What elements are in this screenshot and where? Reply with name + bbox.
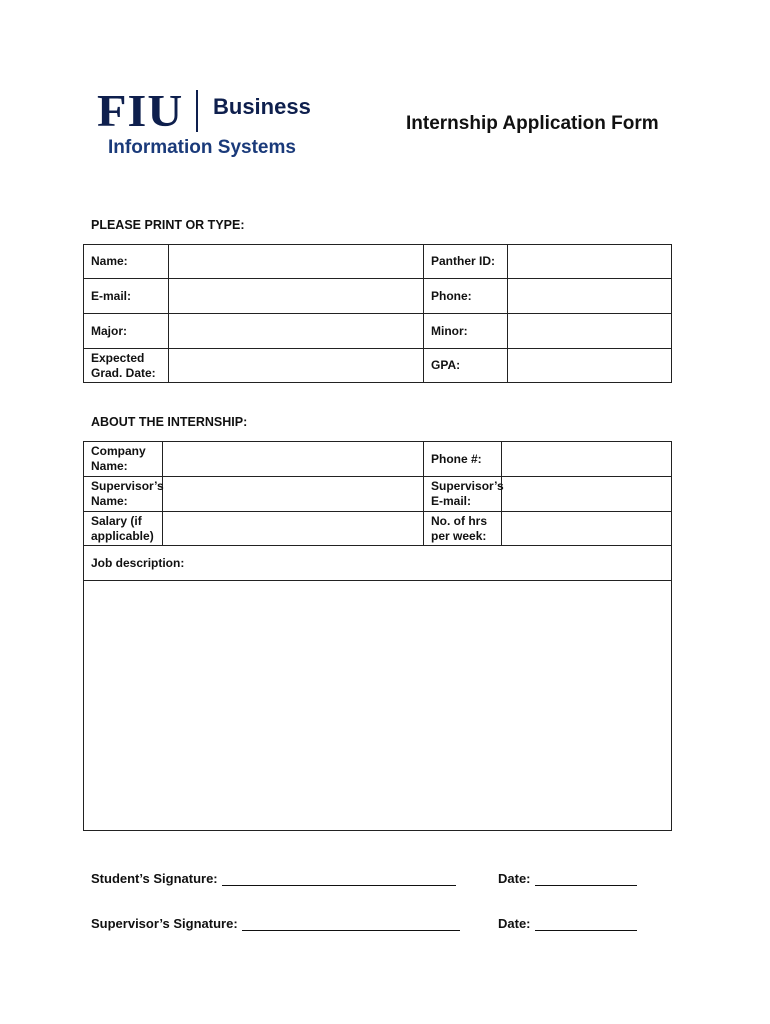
fiu-business-logo xyxy=(97,85,327,164)
table-row xyxy=(84,442,672,477)
grad-date-label-line2: Grad. Date: xyxy=(91,365,156,380)
table-row xyxy=(84,245,672,279)
minor-label: Minor: xyxy=(424,314,508,349)
table-row xyxy=(84,314,672,349)
job-description-field[interactable] xyxy=(84,581,672,831)
phone-field[interactable] xyxy=(508,279,672,314)
student-signature-line[interactable] xyxy=(222,871,456,886)
name-field[interactable] xyxy=(169,245,424,279)
company-name-label-line1: Company xyxy=(91,444,146,458)
supervisor-name-label-line1: Supervisor’s xyxy=(91,479,164,493)
hours-per-week-label-line1: No. of hrs xyxy=(431,513,487,528)
table-row xyxy=(84,512,672,546)
panther-id-label: Panther ID: xyxy=(424,245,508,279)
student-signature-label: Student’s Signature: xyxy=(91,871,218,886)
panther-id-field[interactable] xyxy=(508,245,672,279)
supervisor-name-field[interactable] xyxy=(163,477,424,512)
supervisor-email-label-line2: E-mail: xyxy=(431,494,472,508)
student-signature-row xyxy=(91,871,456,886)
grad-date-label-line1: Expected xyxy=(91,350,145,365)
logo-information-systems-text: Information Systems xyxy=(108,137,296,158)
hours-per-week-label-line2: per week: xyxy=(431,528,487,543)
grad-date-label xyxy=(84,349,169,383)
supervisor-email-label-line1: Supervisor’s xyxy=(431,479,504,493)
supervisor-signature-line[interactable] xyxy=(242,916,460,931)
company-name-label xyxy=(84,442,163,477)
company-name-field[interactable] xyxy=(163,442,424,477)
table-row xyxy=(84,477,672,512)
grad-date-field[interactable] xyxy=(169,349,424,383)
internship-info-table xyxy=(83,441,672,831)
personal-info-table xyxy=(83,244,672,383)
supervisor-name-label-line2: Name: xyxy=(91,494,128,508)
job-description-label: Job description: xyxy=(84,546,672,581)
supervisor-date-label: Date: xyxy=(498,916,531,931)
table-row xyxy=(84,546,672,581)
company-phone-label: Phone #: xyxy=(424,442,502,477)
phone-label: Phone: xyxy=(424,279,508,314)
salary-label xyxy=(84,512,163,546)
student-date-row xyxy=(498,871,637,886)
company-phone-field[interactable] xyxy=(502,442,672,477)
salary-field[interactable] xyxy=(163,512,424,546)
supervisor-date-line[interactable] xyxy=(535,916,637,931)
table-row xyxy=(84,279,672,314)
logo-divider xyxy=(196,90,198,132)
internship-section-heading: ABOUT THE INTERNSHIP: xyxy=(91,415,248,429)
email-label: E-mail: xyxy=(84,279,169,314)
supervisor-date-row xyxy=(498,916,637,931)
supervisor-signature-row xyxy=(91,916,460,931)
table-row xyxy=(84,581,672,831)
student-date-label: Date: xyxy=(498,871,531,886)
form-title: Internship Application Form xyxy=(406,113,659,134)
supervisor-email-label xyxy=(424,477,502,512)
supervisor-name-label xyxy=(84,477,163,512)
personal-section-heading: PLEASE PRINT OR TYPE: xyxy=(91,218,245,232)
salary-label-line1: Salary (if xyxy=(91,513,142,528)
gpa-label: GPA: xyxy=(424,349,508,383)
supervisor-signature-label: Supervisor’s Signature: xyxy=(91,916,238,931)
gpa-field[interactable] xyxy=(508,349,672,383)
company-name-label-line2: Name: xyxy=(91,459,128,473)
minor-field[interactable] xyxy=(508,314,672,349)
student-date-line[interactable] xyxy=(535,871,637,886)
supervisor-email-field[interactable] xyxy=(502,477,672,512)
major-field[interactable] xyxy=(169,314,424,349)
salary-label-line2: applicable) xyxy=(91,528,154,543)
logo-business-text: Business xyxy=(213,94,311,119)
hours-per-week-label xyxy=(424,512,502,546)
name-label: Name: xyxy=(84,245,169,279)
hours-per-week-field[interactable] xyxy=(502,512,672,546)
table-row xyxy=(84,349,672,383)
email-field[interactable] xyxy=(169,279,424,314)
major-label: Major: xyxy=(84,314,169,349)
fiu-logo-mark: FIU xyxy=(97,85,184,136)
